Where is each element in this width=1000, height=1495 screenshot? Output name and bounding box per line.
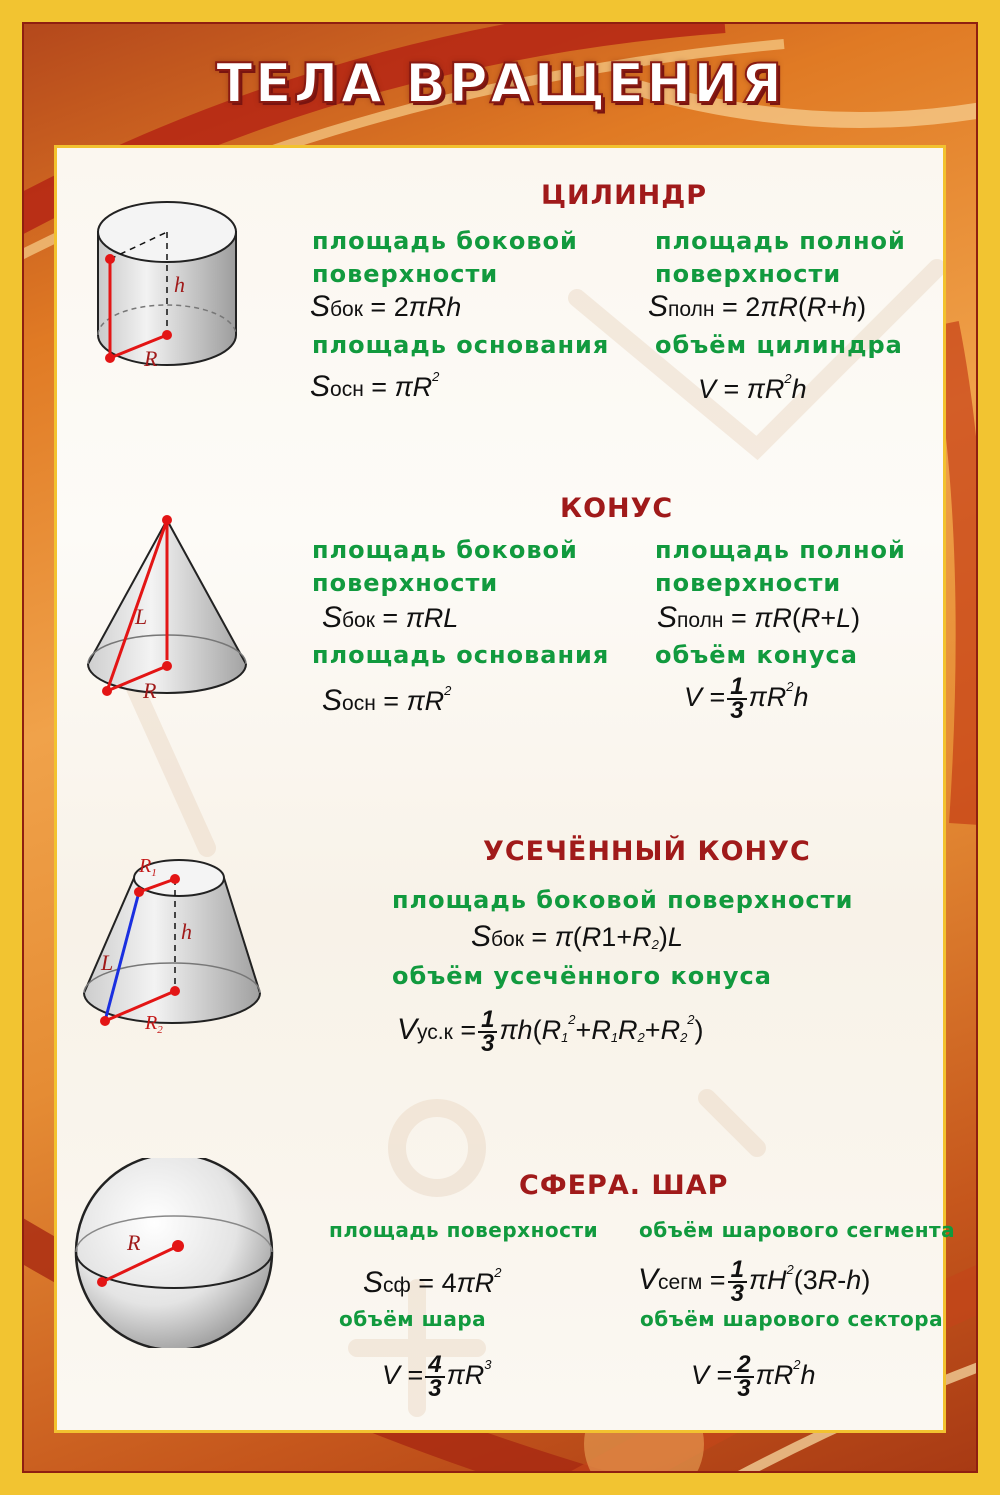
cylinder-total-label-line2: поверхности: [655, 260, 842, 288]
sphere-sector-label: объём шарового сектора: [640, 1307, 944, 1331]
cone-base-label: площадь основания: [312, 641, 610, 669]
frustum-figure: [79, 848, 269, 1048]
cylinder-figure: [88, 190, 248, 380]
frustum-R2-index: 2: [157, 1024, 163, 1036]
sphere-heading: СФЕРА. ШАР: [519, 1170, 729, 1201]
cylinder-total-label-line1: площадь полной: [655, 227, 906, 255]
frustum-R1-index: 1: [151, 867, 157, 879]
cone-L-label: L: [135, 604, 148, 629]
frustum-volume-formula: Vус.к = $\frac{1}{3}$ $\pi h(R_1^2+R_1R_2+R_2^2)$: [397, 1005, 704, 1057]
sphere-surface-formula: Sсф = $4\pi R^2$: [363, 1265, 502, 1299]
cone-total-label-line2: поверхности: [655, 569, 842, 597]
sphere-sector-formula: V = $\frac{2}{3}$ $\pi R^2h$: [691, 1350, 816, 1402]
cylinder-R-label: R: [144, 346, 158, 371]
sphere-segment-label: объём шарового сегмента: [639, 1218, 956, 1242]
frustum-volume-label: объём усечённого конуса: [392, 962, 772, 990]
cone-lateral-label-line2: поверхности: [312, 569, 499, 597]
frustum-h-label: h: [181, 919, 192, 944]
frustum-lateral-formula: Sбок = $\pi(R1+R_2)L$: [471, 920, 683, 953]
cone-volume-label: объём конуса: [655, 641, 858, 669]
cone-lateral-formula: Sбок = πRL: [322, 601, 459, 634]
sphere-ball-volume-formula: V = $\frac{4}{3}$ $\pi R^3$: [382, 1350, 492, 1402]
cylinder-total-formula: Sполн = 2πR(R+h): [648, 290, 867, 323]
sphere-figure: [72, 1158, 282, 1348]
cylinder-h-label: h: [174, 272, 185, 297]
cone-volume-formula: V = $\frac{1}{3}$ $\pi R^2h$: [684, 672, 809, 724]
cylinder-lateral-label-line1: площадь боковой: [312, 227, 578, 255]
sphere-R-label: R: [127, 1230, 141, 1255]
cylinder-heading: ЦИЛИНДР: [541, 180, 708, 211]
cone-heading: КОНУС: [560, 493, 674, 524]
svg-text:R1: [138, 855, 157, 879]
frustum-L-label: L: [101, 950, 114, 975]
cylinder-volume-formula: $V = \pi R^2h$: [698, 371, 807, 404]
cone-base-formula: Sосн = $\pi R^2$: [322, 683, 452, 717]
cylinder-volume-label: объём цилиндра: [655, 331, 903, 359]
cone-figure: [83, 510, 253, 710]
cone-lateral-label-line1: площадь боковой: [312, 536, 578, 564]
sphere-segment-formula: Vсегм = $\frac{1}{3}$ $\pi H^2(3R-h)$: [638, 1255, 871, 1307]
cylinder-lateral-formula: Sбок = 2πRh: [310, 290, 462, 323]
cone-R-label: R: [143, 678, 157, 703]
cylinder-lateral-label-line2: поверхности: [312, 260, 499, 288]
frustum-R1-label: R: [139, 855, 152, 877]
frustum-lateral-label: площадь боковой поверхности: [392, 886, 854, 914]
cylinder-base-formula: Sосн = $\pi R^2$: [310, 369, 440, 403]
cylinder-base-label: площадь основания: [312, 331, 610, 359]
poster-title: ТЕЛА ВРАЩЕНИЯ: [215, 52, 785, 115]
cone-total-formula: Sполн = πR(R+L): [657, 601, 861, 634]
content-panel: [54, 145, 956, 1433]
frustum-R2-label: R: [145, 1012, 158, 1034]
cone-total-label-line1: площадь полной: [655, 536, 906, 564]
frustum-heading: УСЕЧЁННЫЙ КОНУС: [483, 836, 811, 867]
sphere-surface-label: площадь поверхности: [329, 1218, 599, 1242]
sphere-ball-volume-label: объём шара: [339, 1307, 487, 1331]
